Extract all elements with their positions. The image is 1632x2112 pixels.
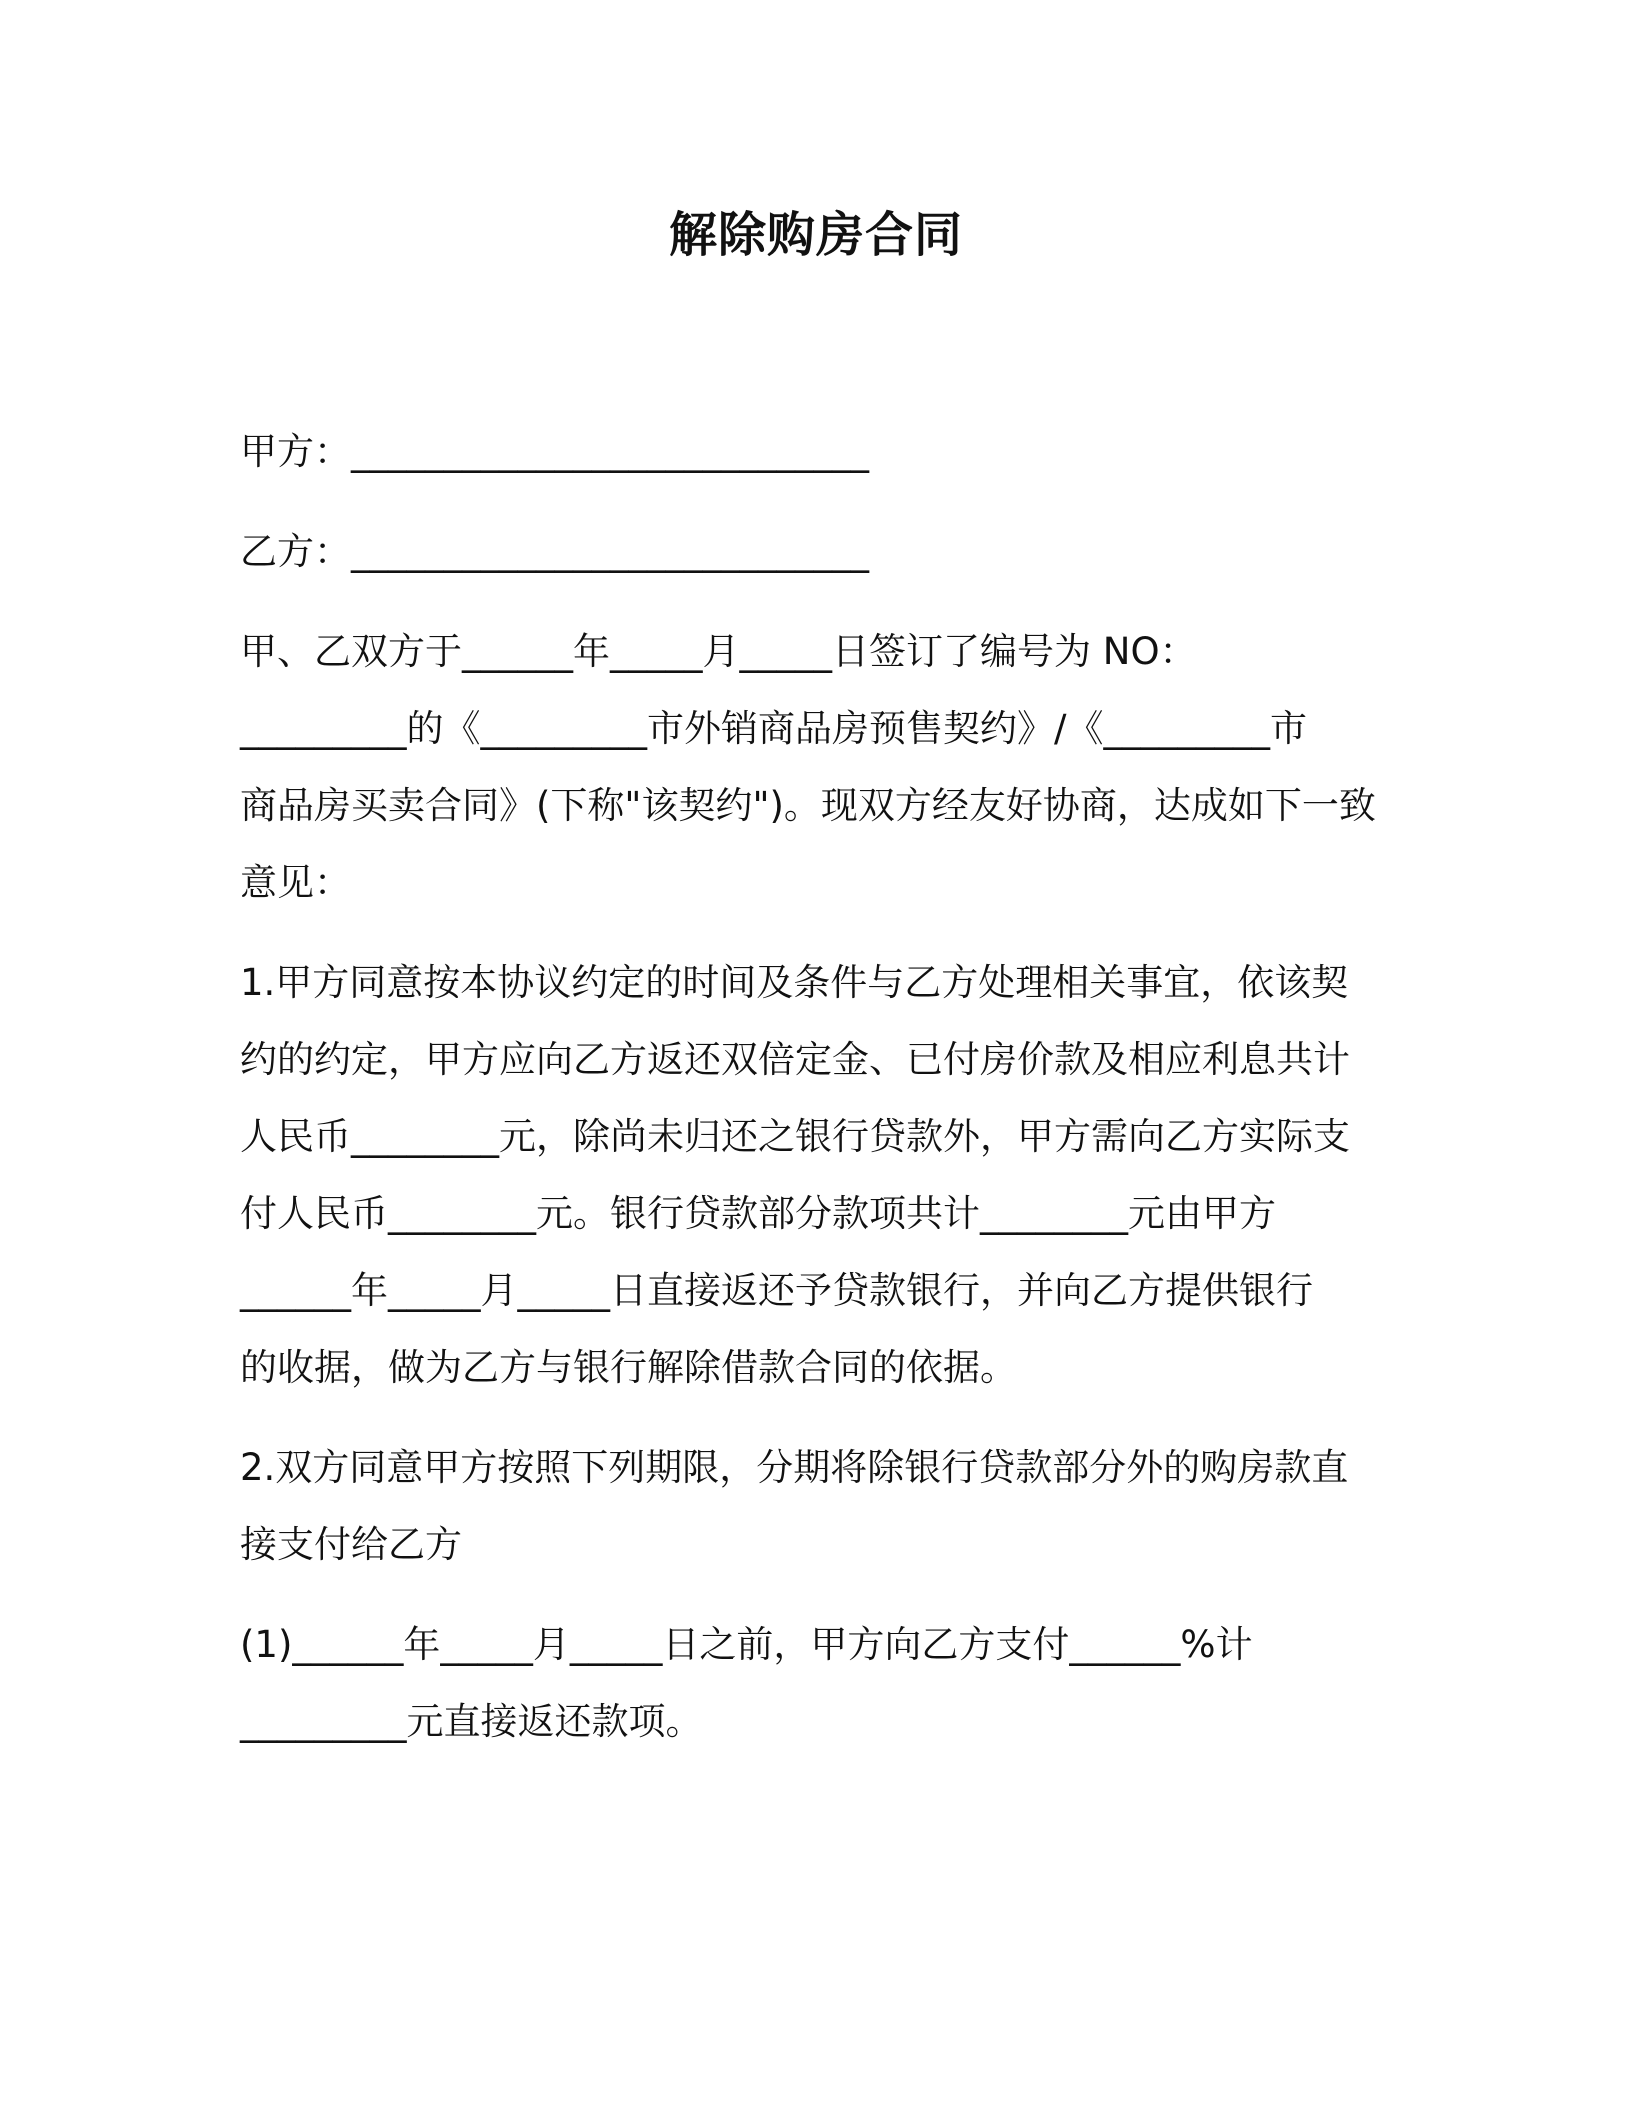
clause-1-line-5: ______年_____月_____日直接返还予贷款银行，并向乙方提供银行 <box>240 1269 1313 1312</box>
intro-line-2: _________的《_________市外销商品房预售契约》/《_________市 <box>240 707 1307 750</box>
intro-line-3: 商品房买卖合同》(下称"该契约")。现双方经友好协商，达成如下一致 <box>240 784 1376 827</box>
intro-line-4: 意见： <box>240 861 351 904</box>
clause-1-line-4: 付人民币________元。银行贷款部分款项共计________元由甲方 <box>240 1192 1276 1235</box>
clause-2-item-1-line-1: (1)______年_____月_____日之前，甲方向乙方支付______%计 <box>240 1623 1253 1666</box>
party-b-line: 乙方：____________________________ <box>240 530 869 573</box>
clause-2-line-2: 接支付给乙方 <box>240 1523 462 1566</box>
clause-2-line-1: 2.双方同意甲方按照下列期限，分期将除银行贷款部分外的购房款直 <box>240 1446 1349 1489</box>
clause-1-line-2: 约的约定，甲方应向乙方返还双倍定金、已付房价款及相应利息共计 <box>240 1038 1350 1081</box>
document-title: 解除购房合同 <box>668 207 963 263</box>
clause-1-line-6: 的收据，做为乙方与银行解除借款合同的依据。 <box>240 1346 1017 1389</box>
clause-1-line-3: 人民币________元，除尚未归还之银行贷款外，甲方需向乙方实际支 <box>240 1115 1350 1158</box>
intro-line-1: 甲、乙双方于______年_____月_____日签订了编号为 NO： <box>240 630 1197 673</box>
clause-2-item-1-line-2: _________元直接返还款项。 <box>240 1700 703 1743</box>
party-a-line: 甲方：____________________________ <box>240 430 869 473</box>
clause-1-line-1: 1.甲方同意按本协议约定的时间及条件与乙方处理相关事宜，依该契 <box>240 961 1349 1004</box>
